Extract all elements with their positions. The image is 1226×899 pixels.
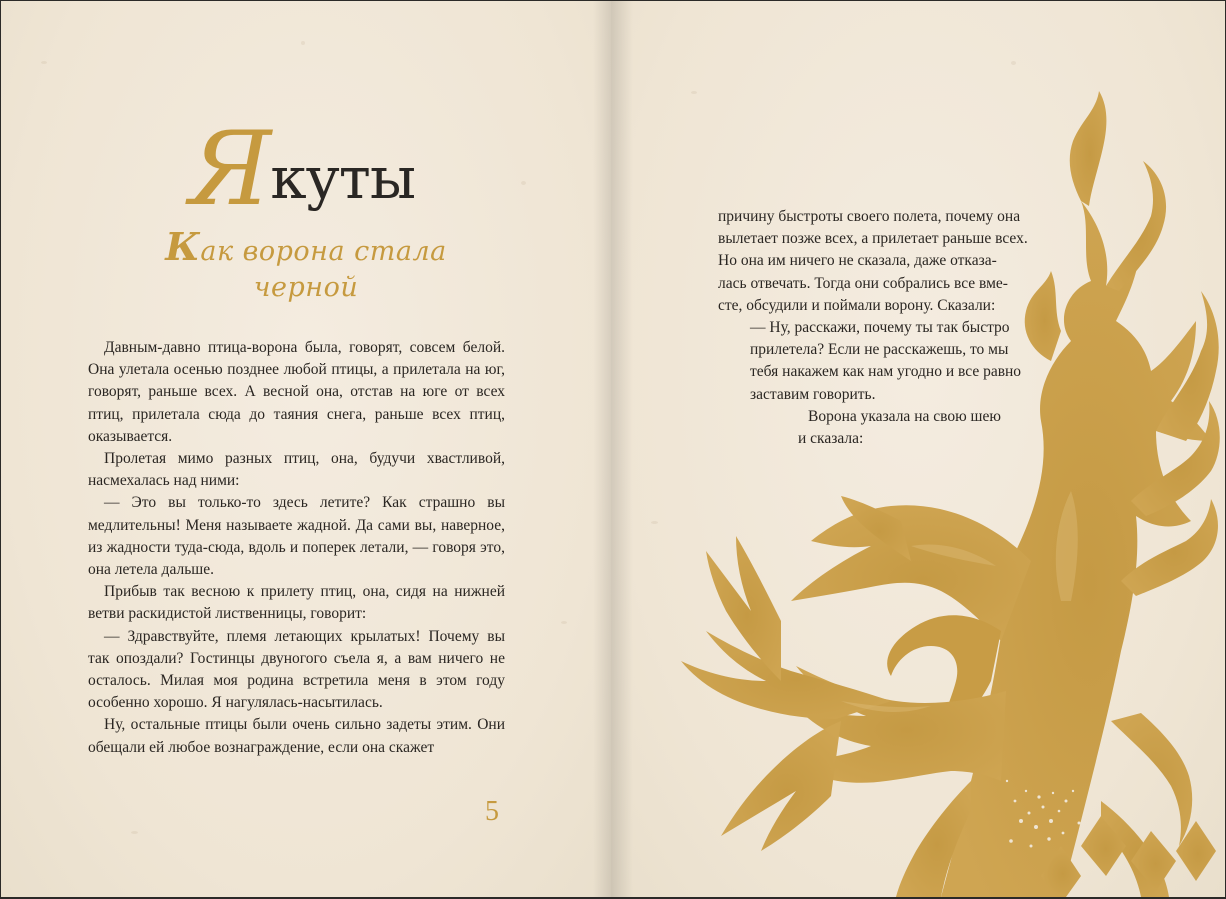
text-line: и сказала: xyxy=(798,430,864,448)
left-page xyxy=(1,1,611,897)
page-number: 5 xyxy=(485,796,499,827)
subtitle-drop-cap: К xyxy=(165,224,201,269)
title-drop-cap: Я xyxy=(188,110,271,229)
title-rest: куты xyxy=(270,144,415,212)
left-body-text xyxy=(88,337,505,759)
text-line: причину быстроты своего полета, почему она xyxy=(718,208,1021,225)
subtitle-line2: черной xyxy=(253,272,359,303)
paragraph: Давным-давно птица-ворона была, говорят, совсем белой. Она улетала осенью позднее любой птицы, а прилетала на юг, говорят, раньше всех. А весной она, отстав на юге от всех птиц, прилетала сюда до таяния снега, раньше всех птиц, оказывается. xyxy=(88,339,505,445)
text-line: Ворона указала на свою шею xyxy=(808,407,1001,425)
chapter-heading xyxy=(1,110,611,306)
text-line: тебя накажем как нам угодно и все равно xyxy=(750,363,1022,381)
text-line: Но она им ничего не сказала, даже отказа- xyxy=(718,252,997,270)
text-line: — Ну, расскажи, почему ты так быстро xyxy=(750,319,1010,337)
text-line: прилетела? Если не расскажешь, то мы xyxy=(750,341,1009,359)
paragraph: Ну, остальные птицы были очень сильно задеты этим. Они обещали ей любое вознаграждение, если она скажет xyxy=(88,716,505,756)
paragraph: — Здравствуйте, племя летающих крылатых! Почему вы так опоздали? Гостинцы двуногого съела я, а вам ничего не осталось. Милая моя родина встретила меня в этом году особенно хорошо. Я нагулялась-насытилась. xyxy=(88,627,505,712)
text-line: вылетает позже всех, а прилетает раньше всех. xyxy=(718,230,1028,248)
book-spread xyxy=(1,1,1225,897)
chapter-subtitle xyxy=(1,224,611,306)
right-body-text xyxy=(718,206,1073,450)
right-page xyxy=(611,1,1225,897)
chapter-title xyxy=(1,110,611,229)
text-line: сте, обсудили и поймали ворону. Сказали: xyxy=(718,296,996,314)
paragraph: Прибыв так весною к прилету птиц, она, сидя на нижней ветви раскидистой лиственницы, говорит: xyxy=(88,583,505,623)
text-line: заставим говорить. xyxy=(750,385,876,403)
subtitle-line1: ак ворона стала xyxy=(200,236,447,267)
paragraph: Пролетая мимо разных птиц, она, будучи хвастливой, насмехалась над ними: xyxy=(88,450,505,490)
text-line: лась отвечать. Тогда они собрались все вме- xyxy=(718,274,1008,292)
paragraph: — Это вы только-то здесь летите? Как страшно вы медлительны! Меня называете жадной. Да сами вы, наверное, из жадности туда-сюда, вдоль и поперек летали, — говоря это, она летела дальше. xyxy=(88,494,505,579)
